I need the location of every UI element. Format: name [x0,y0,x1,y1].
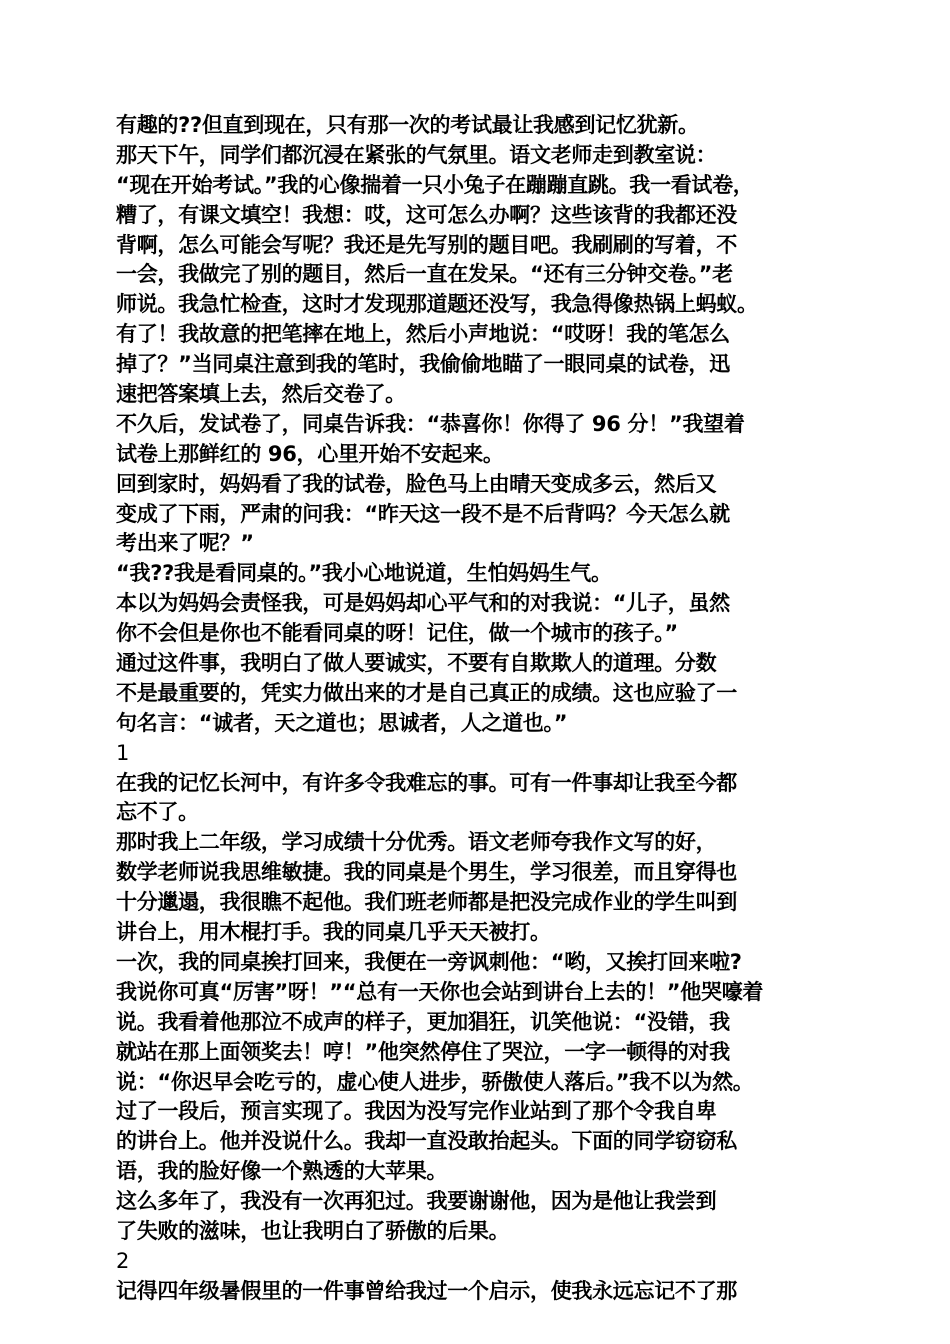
text-line: 在我的记忆长河中，有许多令我难忘的事。可有一件事却让我至今都 [116,770,737,795]
text-line: 一次，我的同桌挨打回来，我便在一旁讽刺他：“哟，又挨打回来啦? [116,949,742,974]
text-line: 我说你可真“厉害”呀！”“总有一天你也会站到讲台上去的！”他哭嚎着 [116,979,764,1004]
text-line: 有了！我故意的把笔摔在地上，然后小声地说：“哎呀！我的笔怎么 [116,322,730,347]
text-line: “现在开始考试。”我的心像揣着一只小兔子在蹦蹦直跳。我一看试卷， [116,172,754,197]
text-line: 背啊，怎么可能会写呢？我还是先写别的题目吧。我刷刷的写着，不 [116,232,737,257]
text-line: 就站在那上面领奖去！哼！”他突然停住了哭泣，一字一顿得的对我 [116,1039,730,1064]
text-line: 了失败的滋味，也让我明白了骄傲的后果。 [116,1218,510,1243]
text-line: 那天下午，同学们都沉浸在紧张的气氛里。语文老师走到教室说： [116,142,717,167]
text-line: 忘不了。 [116,800,199,825]
text-line: 数学老师说我思维敏捷。我的同桌是个男生，学习很差，而且穿得也 [116,860,737,885]
text-line: 那时我上二年级，学习成绩十分优秀。语文老师夸我作文写的好， [116,830,717,855]
text-line: 不久后，发试卷了，同桌告诉我：“恭喜你！你得了 96 分！”我望着 [116,411,745,436]
text-line: 这么多年了，我没有一次再犯过。我要谢谢他，因为是他让我尝到 [116,1189,717,1214]
document-body [116,111,856,1307]
text-line: 句名言：“诚者，天之道也；思诚者，人之道也。” [116,710,568,735]
text-line: 糟了，有课文填空！我想：哎，这可怎么办啊？这些该背的我都还没 [116,202,737,227]
text-line: 过了一段后，预言实现了。我因为没写完作业站到了那个令我自卑 [116,1099,717,1124]
text-line: 的讲台上。他并没说什么。我却一直没敢抬起头。下面的同学窃窃私 [116,1129,737,1154]
text-line: “我??我是看同桌的。”我小心地说道，生怕妈妈生气。 [116,561,612,586]
text-line: 掉了？”当同桌注意到我的笔时，我偷偷地瞄了一眼同桌的试卷，迅 [116,352,730,377]
text-line: 考出来了呢？” [116,531,254,556]
text-line: 十分邋遢，我很瞧不起他。我们班老师都是把没完成作业的学生叫到 [116,890,737,915]
text-line: 一会，我做完了别的题目，然后一直在发呆。“还有三分钟交卷。”老 [116,262,733,287]
text-line: 说。我看着他那泣不成声的样子，更加猖狂，讥笑他说：“没错，我 [116,1009,730,1034]
text-line: 速把答案填上去，然后交卷了。 [116,382,406,407]
page-number: 2 [116,1248,130,1273]
text-line: 说：“你迟早会吃亏的，虚心使人进步，骄傲使人落后。”我不以为然。 [116,1069,754,1094]
text-line: 师说。我急忙检查，这时才发现那道题还没写，我急得像热锅上蚂蚁。 [116,292,758,317]
text-line: 变成了下雨，严肃的问我：“昨天这一段不是不后背吗？今天怎么就 [116,501,730,526]
page-number: 1 [116,740,130,765]
text-line: 回到家时，妈妈看了我的试卷，脸色马上由晴天变成多云，然后又 [116,471,717,496]
text-line: 本以为妈妈会责怪我，可是妈妈却心平气和的对我说：“儿子，虽然 [116,591,730,616]
text-line: 语，我的脸好像一个熟透的大苹果。 [116,1159,448,1184]
text-line: 有趣的??但直到现在，只有那一次的考试最让我感到记忆犹新。 [116,113,699,137]
text-line: 不是最重要的，凭实力做出来的才是自己真正的成绩。这也应验了一 [116,680,737,705]
text-line: 记得四年级暑假里的一件事曾给我过一个启示，使我永远忘记不了那 [116,1278,737,1303]
text-line: 试卷上那鲜红的 96，心里开始不安起来。 [116,441,504,466]
text-line: 讲台上，用木棍打手。我的同桌几乎天天被打。 [116,920,551,945]
text-line: 通过这件事，我明白了做人要诚实，不要有自欺欺人的道理。分数 [116,651,717,676]
text-line: 你不会但是你也不能看同桌的呀！记住，做一个城市的孩子。” [116,621,678,646]
